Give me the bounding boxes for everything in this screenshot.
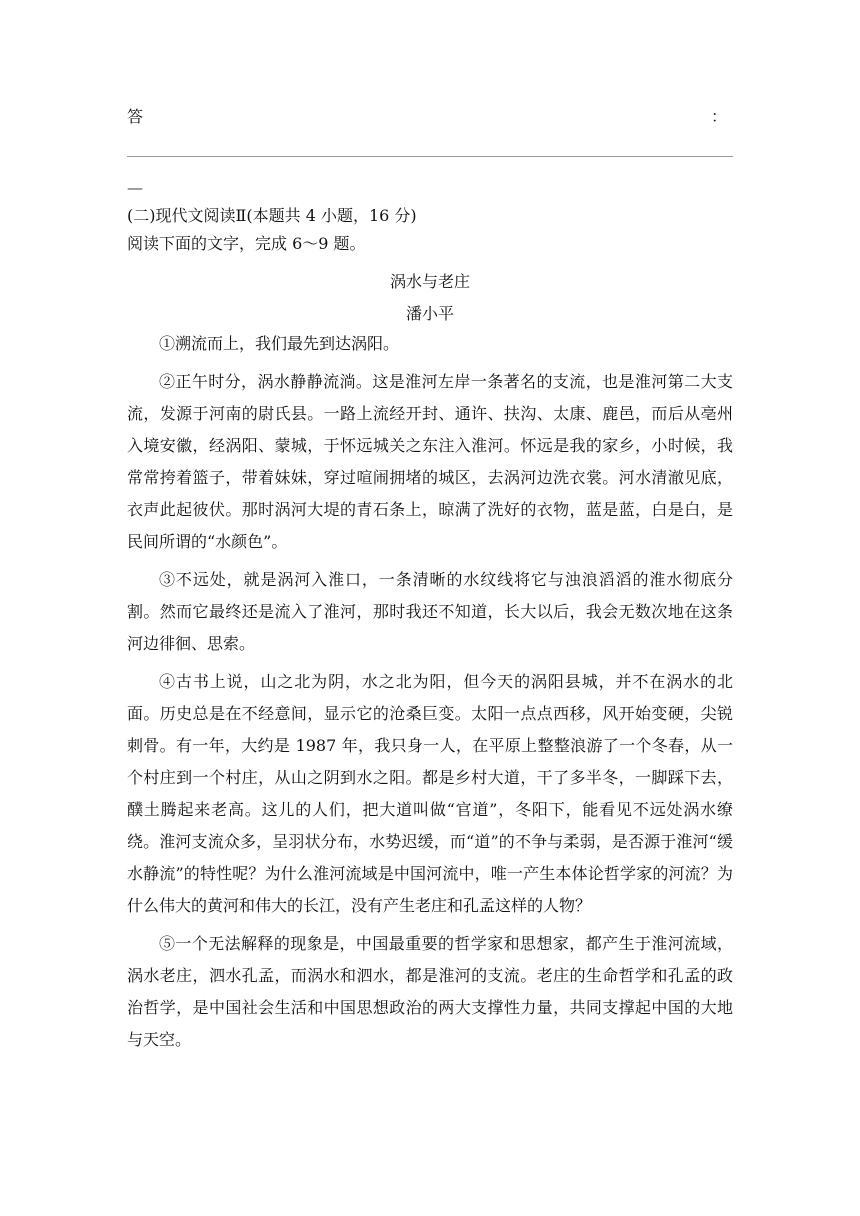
paragraph-1: ①溯流而上，我们最先到达涡阳。 [159,334,400,353]
paragraph-2: ②正午时分，涡水静静流淌。这是淮河左岸一条著名的支流，也是淮河第二大支流，发源于河南的尉氏县。一路上流经开封、通许、扶沟、太康、鹿邑，而后从亳州入境安徽，经涡阳、蒙城，于怀远城关之东注入淮河。怀远是我的家乡，小时候，我常常挎着篮子，带着妹妹，穿过喧闹拥堵的城区，去涡河边洗衣裳。河水清澈见底，衣声此起彼伏。那时涡河大堤的青石条上，晾满了洗好的衣物，蓝是蓝，白是白，是民间所谓的“水颜色”。 [127,372,733,551]
paragraph-5: ⑤一个无法解释的现象是，中国最重要的哲学家和思想家，都产生于淮河流域，涡水老庄，泗水孔孟，而涡水和泗水，都是淮河的支流。老庄的生命哲学和孔孟的政治哲学，是中国社会生活和中国思想政治的两大支撑性力量，共同支撑起中国的大地与天空。 [127,934,733,1049]
answer-line [127,104,733,128]
article-title: 涡水与老庄 [389,272,470,291]
section-instruction: 阅读下面的文字，完成 6～9 题。 [127,234,366,253]
article-author: 潘小平 [405,304,454,323]
answer-dash: — [127,178,143,197]
section-heading: (二)现代文阅读Ⅱ(本题共 4 小题，16 分) [127,206,417,225]
paragraph-3: ③不远处，就是涡河入淮口，一条清晰的水纹线将它与浊浪滔滔的淮水彻底分割。然而它最终还是流入了淮河，那时我还不知道，长大以后，我会无数次地在这条河边徘徊、思索。 [127,570,733,653]
reading-section [127,204,733,1056]
paragraph-4: ④古书上说，山之北为阴，水之北为阳，但今天的涡阳县城，并不在涡水的北面。历史总是在不经意间，显示它的沧桑巨变。太阳一点点西移，风开始变硬，尖锐刺骨。有一年，大约是 1987 年，我只身一人，在平原上整整浪游了一个冬春，从一个村庄到一个村庄，从山之阴到水之阳。都是乡村大道，干了多半冬，一脚踩下去，醭土腾起来老高。这儿的人们，把大道叫做“官道”，冬阳下，能看见不远处涡水缭绕。淮河支流众多，呈羽状分布，水势迟缓，而“道”的不争与柔弱，是否源于淮河“缓水静流”的特性呢？为什么淮河流域是中国河流中，唯一产生本体论哲学家的河流？为什么伟大的黄河和伟大的长江，没有产生老庄和孔孟这样的人物？ [127,672,733,915]
answer-label: 答 [127,107,144,126]
answer-colon: ： [710,107,727,126]
answer-rule [127,156,733,157]
